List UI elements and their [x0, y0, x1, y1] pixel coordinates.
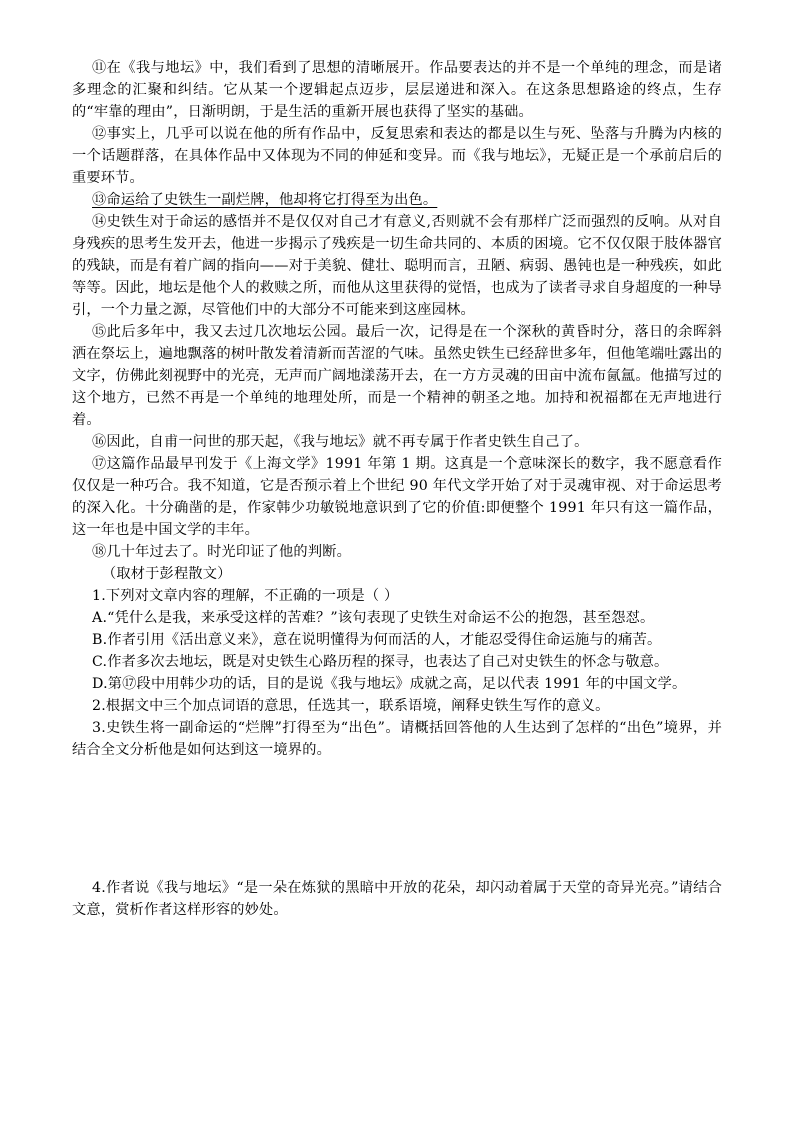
paragraph-16: ⑯因此，自甫一问世的那天起，《我与地坛》就不再专属于作者史铁生自己了。: [92, 434, 589, 450]
question-1-option-c: C.作者多次去地坛，既是对史铁生心路历程的探寻，也表达了自己对史铁生的怀念与敬意。: [92, 654, 669, 670]
paragraph-12: ⑫事实上，几乎可以说在他的所有作品中，反复思索和表达的都是以生与死、坠落与升腾为内核的一个话题群落，在具体作品中又体现为不同的伸延和变异。而《我与地坛》，无疑正是一个承前启后的重要环节。: [72, 126, 722, 186]
paragraph-14: ⑭史铁生对于命运的感悟并不是仅仅对自己才有意义,否则就不会有那样广泛而强烈的反响。从对自身残疾的思考生发开去，他进一步揭示了残疾是一切生命共同的、本质的困境。它不仅仅限于肢体器官的残缺，而是有着广阔的指向——对于美貌、健壮、聪明而言，丑陋、病弱、愚钝也是一种残疾，如此等等。因此，地坛是他个人的救赎之所，而他从这里获得的觉悟，也成为了读者寻求自身超度的一种导引，一个力量之源，尽管他们中的大部分不可能来到这座园林。: [72, 214, 722, 318]
paragraph-13: [72, 189, 722, 211]
document-page: [72, 57, 722, 921]
paragraph-18: ⑱几十年过去了。时光印证了他的判断。: [92, 544, 351, 560]
question-1-option-b: B.作者引用《活出意义来》，意在说明懂得为何而活的人，才能忍受得住命运施与的痛苦。: [92, 632, 662, 648]
paragraph-13-underlined-text: ⑬命运给了史铁生一副烂牌，他却将它打得至为出色。: [92, 192, 438, 208]
paragraph-17: ⑰这篇作品最早刊发于《上海文学》1991 年第 1 期。这真是一个意味深长的数字，我不愿意看作仅仅是一种巧合。我不知道，它是否预示着上个世纪 90 年代文学开始了对于灵魂审视、对于命运思考的深入化。十分确凿的是，作家韩少功敏锐地意识到了它的价值:即便整个 1991 年只有这一篇作品，这一年也是中国文学的丰年。: [72, 456, 722, 538]
paragraph-11: ⑪在《我与地坛》中，我们看到了思想的清晰展开。作品要表达的并不是一个单纯的理念，而是诸多理念的汇聚和纠结。它从某一个逻辑起点迈步，层层递进和深入。在这条思想路途的终点，生存的“牢靠的理由”，日渐明朗，于是生活的重新开展也获得了坚实的基础。: [72, 60, 722, 120]
answer-space: [72, 761, 722, 877]
question-1-option-a: A.“凭什么是我，来承受这样的苦难？”该句表现了史铁生对命运不公的抱怨，甚至怨怼。: [92, 610, 655, 626]
question-1-option-d: D.第⑰段中用韩少功的话，目的是说《我与地坛》成就之高，足以代表 1991 年的中国文学。: [92, 676, 687, 692]
source-note: （取材于彭程散文）: [102, 566, 232, 582]
paragraph-15: ⑮此后多年中，我又去过几次地坛公园。最后一次，记得是在一个深秋的黄昏时分，落日的余晖斜洒在祭坛上，遍地飘落的树叶散发着清新而苦涩的气味。虽然史铁生已经辞世多年，但他笔端吐露出的文字，仿佛此刻视野中的光亮，无声而广阔地漾荡开去，在一方方灵魂的田亩中流布氤氲。他描写过的这个地方，已然不再是一个单纯的地理处所，而是一个精神的朝圣之地。加持和祝福都在无声地进行着。: [72, 324, 722, 428]
question-1: 1.下列对文章内容的理解，不正确的一项是（ ）: [92, 588, 399, 604]
question-4: 4.作者说《我与地坛》“是一朵在炼狱的黑暗中开放的花朵，却闪动着属于天堂的奇异光亮。”请结合文意，赏析作者这样形容的妙处。: [72, 880, 722, 918]
question-3: 3.史铁生将一副命运的“烂牌”打得至为“出色”。请概括回答他的人生达到了怎样的“出色”境界，并结合全文分析他是如何达到这一境界的。: [72, 720, 722, 758]
question-2: 2.根据文中三个加点词语的意思，任选其一，联系语境，阐释史铁生写作的意义。: [92, 698, 610, 714]
